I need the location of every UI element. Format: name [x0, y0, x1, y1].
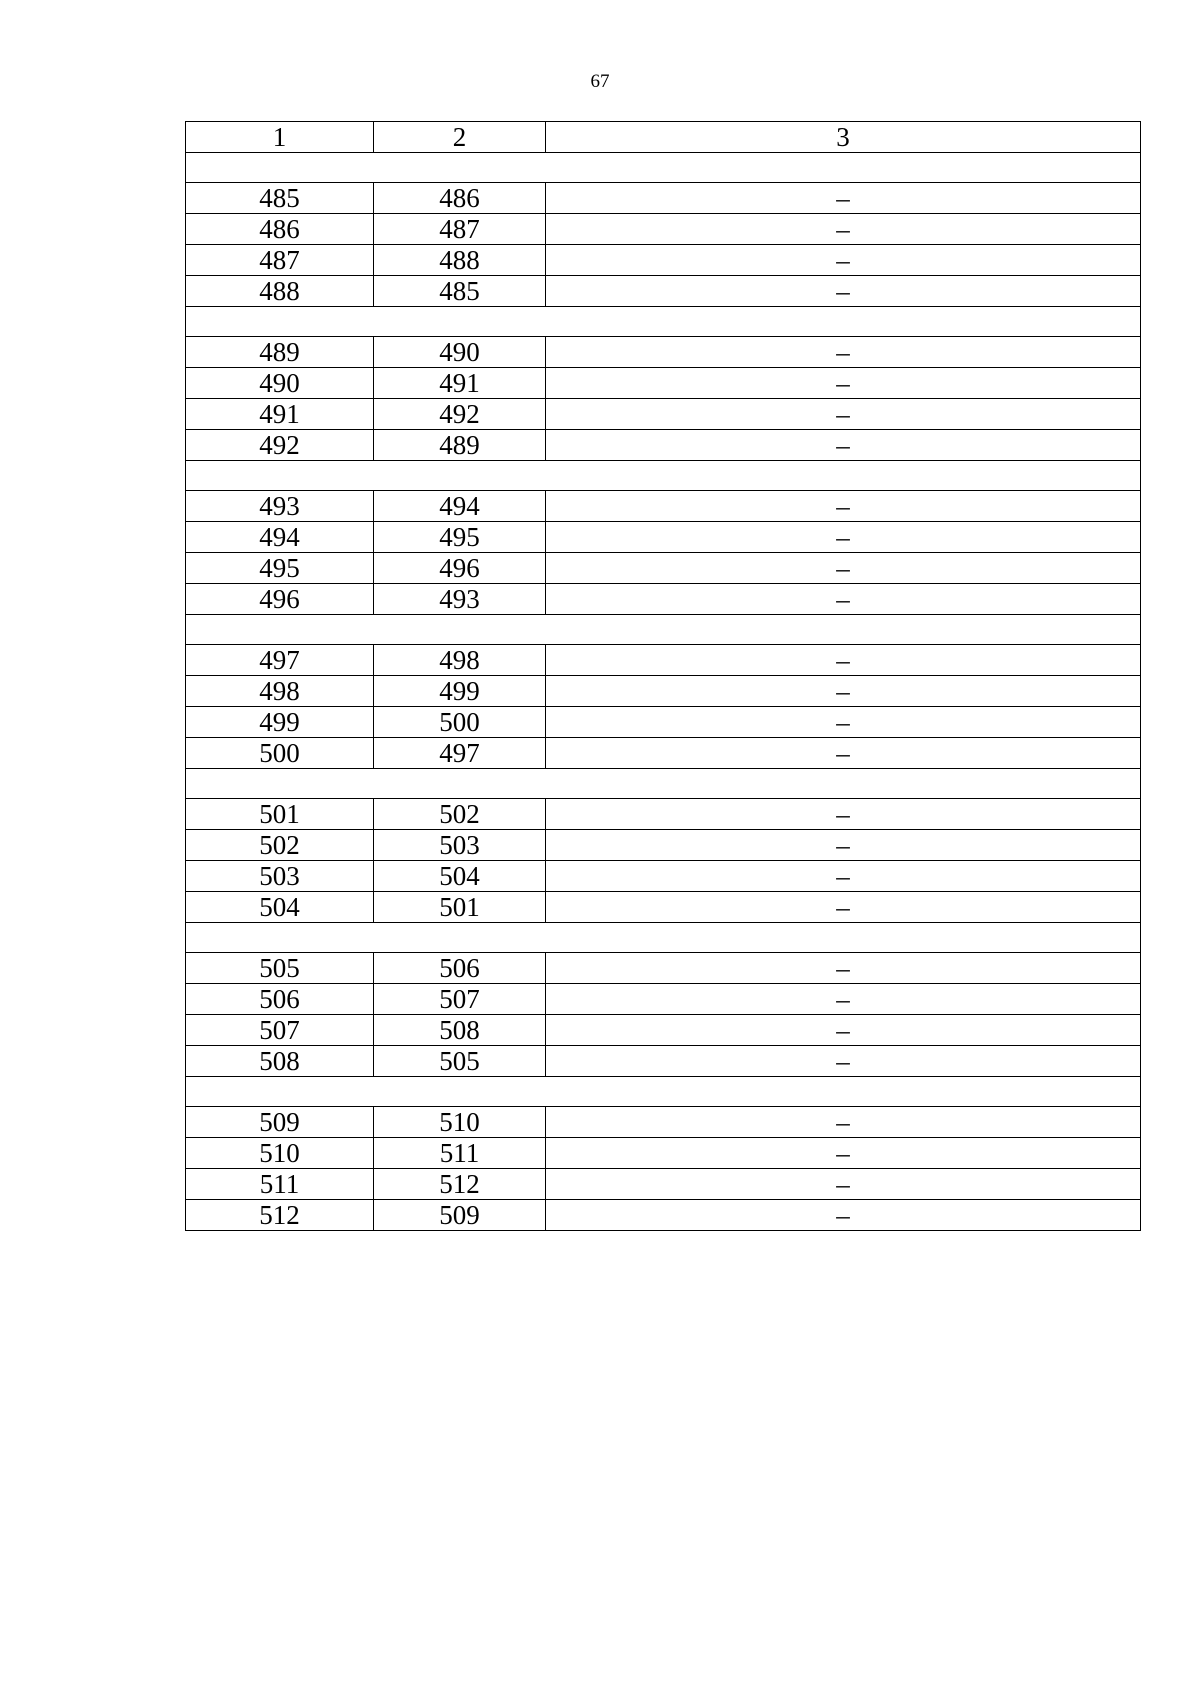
table-cell-col-1: 495 [186, 553, 374, 584]
table-cell-col-3: – [546, 245, 1141, 276]
table-row [186, 522, 1141, 553]
table-cell-col-1: 486 [186, 214, 374, 245]
table-cell-col-1: 512 [186, 1200, 374, 1231]
table-cell-col-1: 507 [186, 1015, 374, 1046]
table-cell-col-2: 510 [374, 1107, 546, 1138]
table-cell-col-2: 512 [374, 1169, 546, 1200]
table-cell-col-1: 509 [186, 1107, 374, 1138]
table-row [186, 1107, 1141, 1138]
table-cell-col-2: 504 [374, 861, 546, 892]
table-cell-col-2: 503 [374, 830, 546, 861]
table-cell-col-3: – [546, 953, 1141, 984]
table-cell-col-1: 487 [186, 245, 374, 276]
table-cell-col-3: – [546, 738, 1141, 769]
table-cell-col-3: – [546, 707, 1141, 738]
table-row [186, 337, 1141, 368]
table-cell-col-3: – [546, 553, 1141, 584]
table-row [186, 830, 1141, 861]
group-separator-cell [186, 769, 1141, 799]
table-cell-col-3: – [546, 892, 1141, 923]
table-cell-col-3: – [546, 984, 1141, 1015]
table-row [186, 584, 1141, 615]
page-number: 67 [590, 71, 610, 92]
table-cell-col-1: 510 [186, 1138, 374, 1169]
table-cell-col-2: 507 [374, 984, 546, 1015]
table-row [186, 1169, 1141, 1200]
table-cell-col-2: 511 [374, 1138, 546, 1169]
group-separator-row [186, 461, 1141, 491]
table-cell-col-1: 503 [186, 861, 374, 892]
table-cell-col-2: 486 [374, 183, 546, 214]
group-separator-cell [186, 153, 1141, 183]
table-cell-col-1: 500 [186, 738, 374, 769]
table-cell-col-3: – [546, 368, 1141, 399]
table-cell-col-1: 506 [186, 984, 374, 1015]
table-cell-col-2: 497 [374, 738, 546, 769]
table-row [186, 984, 1141, 1015]
group-separator-cell [186, 307, 1141, 337]
table-cell-col-2: 496 [374, 553, 546, 584]
table-row [186, 491, 1141, 522]
table-cell-col-2: 501 [374, 892, 546, 923]
header-cell-3: 3 [546, 122, 1141, 153]
table-cell-col-1: 488 [186, 276, 374, 307]
table-cell-col-2: 488 [374, 245, 546, 276]
group-separator-row [186, 153, 1141, 183]
table-cell-col-1: 502 [186, 830, 374, 861]
table-cell-col-1: 511 [186, 1169, 374, 1200]
table-cell-col-3: – [546, 676, 1141, 707]
table-row [186, 953, 1141, 984]
table-cell-col-2: 494 [374, 491, 546, 522]
table-cell-col-1: 505 [186, 953, 374, 984]
table-cell-col-3: – [546, 522, 1141, 553]
table-cell-col-2: 485 [374, 276, 546, 307]
group-separator-cell [186, 923, 1141, 953]
table-row [186, 738, 1141, 769]
group-separator-row [186, 307, 1141, 337]
table-cell-col-1: 485 [186, 183, 374, 214]
table-row [186, 553, 1141, 584]
table-row [186, 368, 1141, 399]
table-cell-col-3: – [546, 399, 1141, 430]
header-cell-2: 2 [374, 122, 546, 153]
table-cell-col-1: 508 [186, 1046, 374, 1077]
table-cell-col-3: – [546, 1200, 1141, 1231]
table-cell-col-2: 491 [374, 368, 546, 399]
table-row [186, 707, 1141, 738]
table-cell-col-1: 498 [186, 676, 374, 707]
table-cell-col-3: – [546, 1169, 1141, 1200]
group-separator-cell [186, 461, 1141, 491]
table-cell-col-3: – [546, 1138, 1141, 1169]
group-separator-row [186, 923, 1141, 953]
table-row [186, 1015, 1141, 1046]
data-table [185, 121, 1141, 1231]
table-cell-col-1: 493 [186, 491, 374, 522]
group-separator-cell [186, 615, 1141, 645]
table-cell-col-2: 498 [374, 645, 546, 676]
table-cell-col-2: 492 [374, 399, 546, 430]
table-cell-col-3: – [546, 861, 1141, 892]
table-cell-col-3: – [546, 491, 1141, 522]
table-cell-col-3: – [546, 276, 1141, 307]
table-cell-col-2: 508 [374, 1015, 546, 1046]
table-cell-col-3: – [546, 799, 1141, 830]
table-row [186, 214, 1141, 245]
table-cell-col-3: – [546, 1107, 1141, 1138]
table-cell-col-2: 490 [374, 337, 546, 368]
table-cell-col-1: 496 [186, 584, 374, 615]
table-row [186, 183, 1141, 214]
table-cell-col-1: 499 [186, 707, 374, 738]
table-cell-col-3: – [546, 645, 1141, 676]
table-cell-col-2: 499 [374, 676, 546, 707]
table-cell-col-2: 509 [374, 1200, 546, 1231]
table-cell-col-1: 501 [186, 799, 374, 830]
table-row [186, 892, 1141, 923]
table-row [186, 1200, 1141, 1231]
table-row [186, 1138, 1141, 1169]
table-cell-col-2: 493 [374, 584, 546, 615]
table-row [186, 799, 1141, 830]
table-cell-col-2: 495 [374, 522, 546, 553]
group-separator-row [186, 615, 1141, 645]
table-cell-col-3: – [546, 430, 1141, 461]
table-row [186, 430, 1141, 461]
table-cell-col-3: – [546, 584, 1141, 615]
table-row [186, 676, 1141, 707]
table-cell-col-3: – [546, 1046, 1141, 1077]
table-header-row [186, 122, 1141, 153]
group-separator-row [186, 1077, 1141, 1107]
table-cell-col-2: 500 [374, 707, 546, 738]
table-cell-col-1: 491 [186, 399, 374, 430]
table-cell-col-2: 505 [374, 1046, 546, 1077]
table-row [186, 276, 1141, 307]
table-row [186, 245, 1141, 276]
table-body [186, 122, 1141, 1231]
table-cell-col-1: 494 [186, 522, 374, 553]
table-cell-col-2: 502 [374, 799, 546, 830]
table-cell-col-1: 504 [186, 892, 374, 923]
group-separator-row [186, 769, 1141, 799]
table-cell-col-2: 489 [374, 430, 546, 461]
table-cell-col-3: – [546, 830, 1141, 861]
table-cell-col-1: 490 [186, 368, 374, 399]
table-row [186, 399, 1141, 430]
table-cell-col-3: – [546, 214, 1141, 245]
table-cell-col-1: 489 [186, 337, 374, 368]
table-cell-col-3: – [546, 1015, 1141, 1046]
table-row [186, 1046, 1141, 1077]
group-separator-cell [186, 1077, 1141, 1107]
header-cell-1: 1 [186, 122, 374, 153]
table-cell-col-3: – [546, 183, 1141, 214]
table-cell-col-3: – [546, 337, 1141, 368]
table-row [186, 645, 1141, 676]
table-cell-col-1: 497 [186, 645, 374, 676]
table-cell-col-2: 506 [374, 953, 546, 984]
table-cell-col-1: 492 [186, 430, 374, 461]
table-cell-col-2: 487 [374, 214, 546, 245]
table-row [186, 861, 1141, 892]
